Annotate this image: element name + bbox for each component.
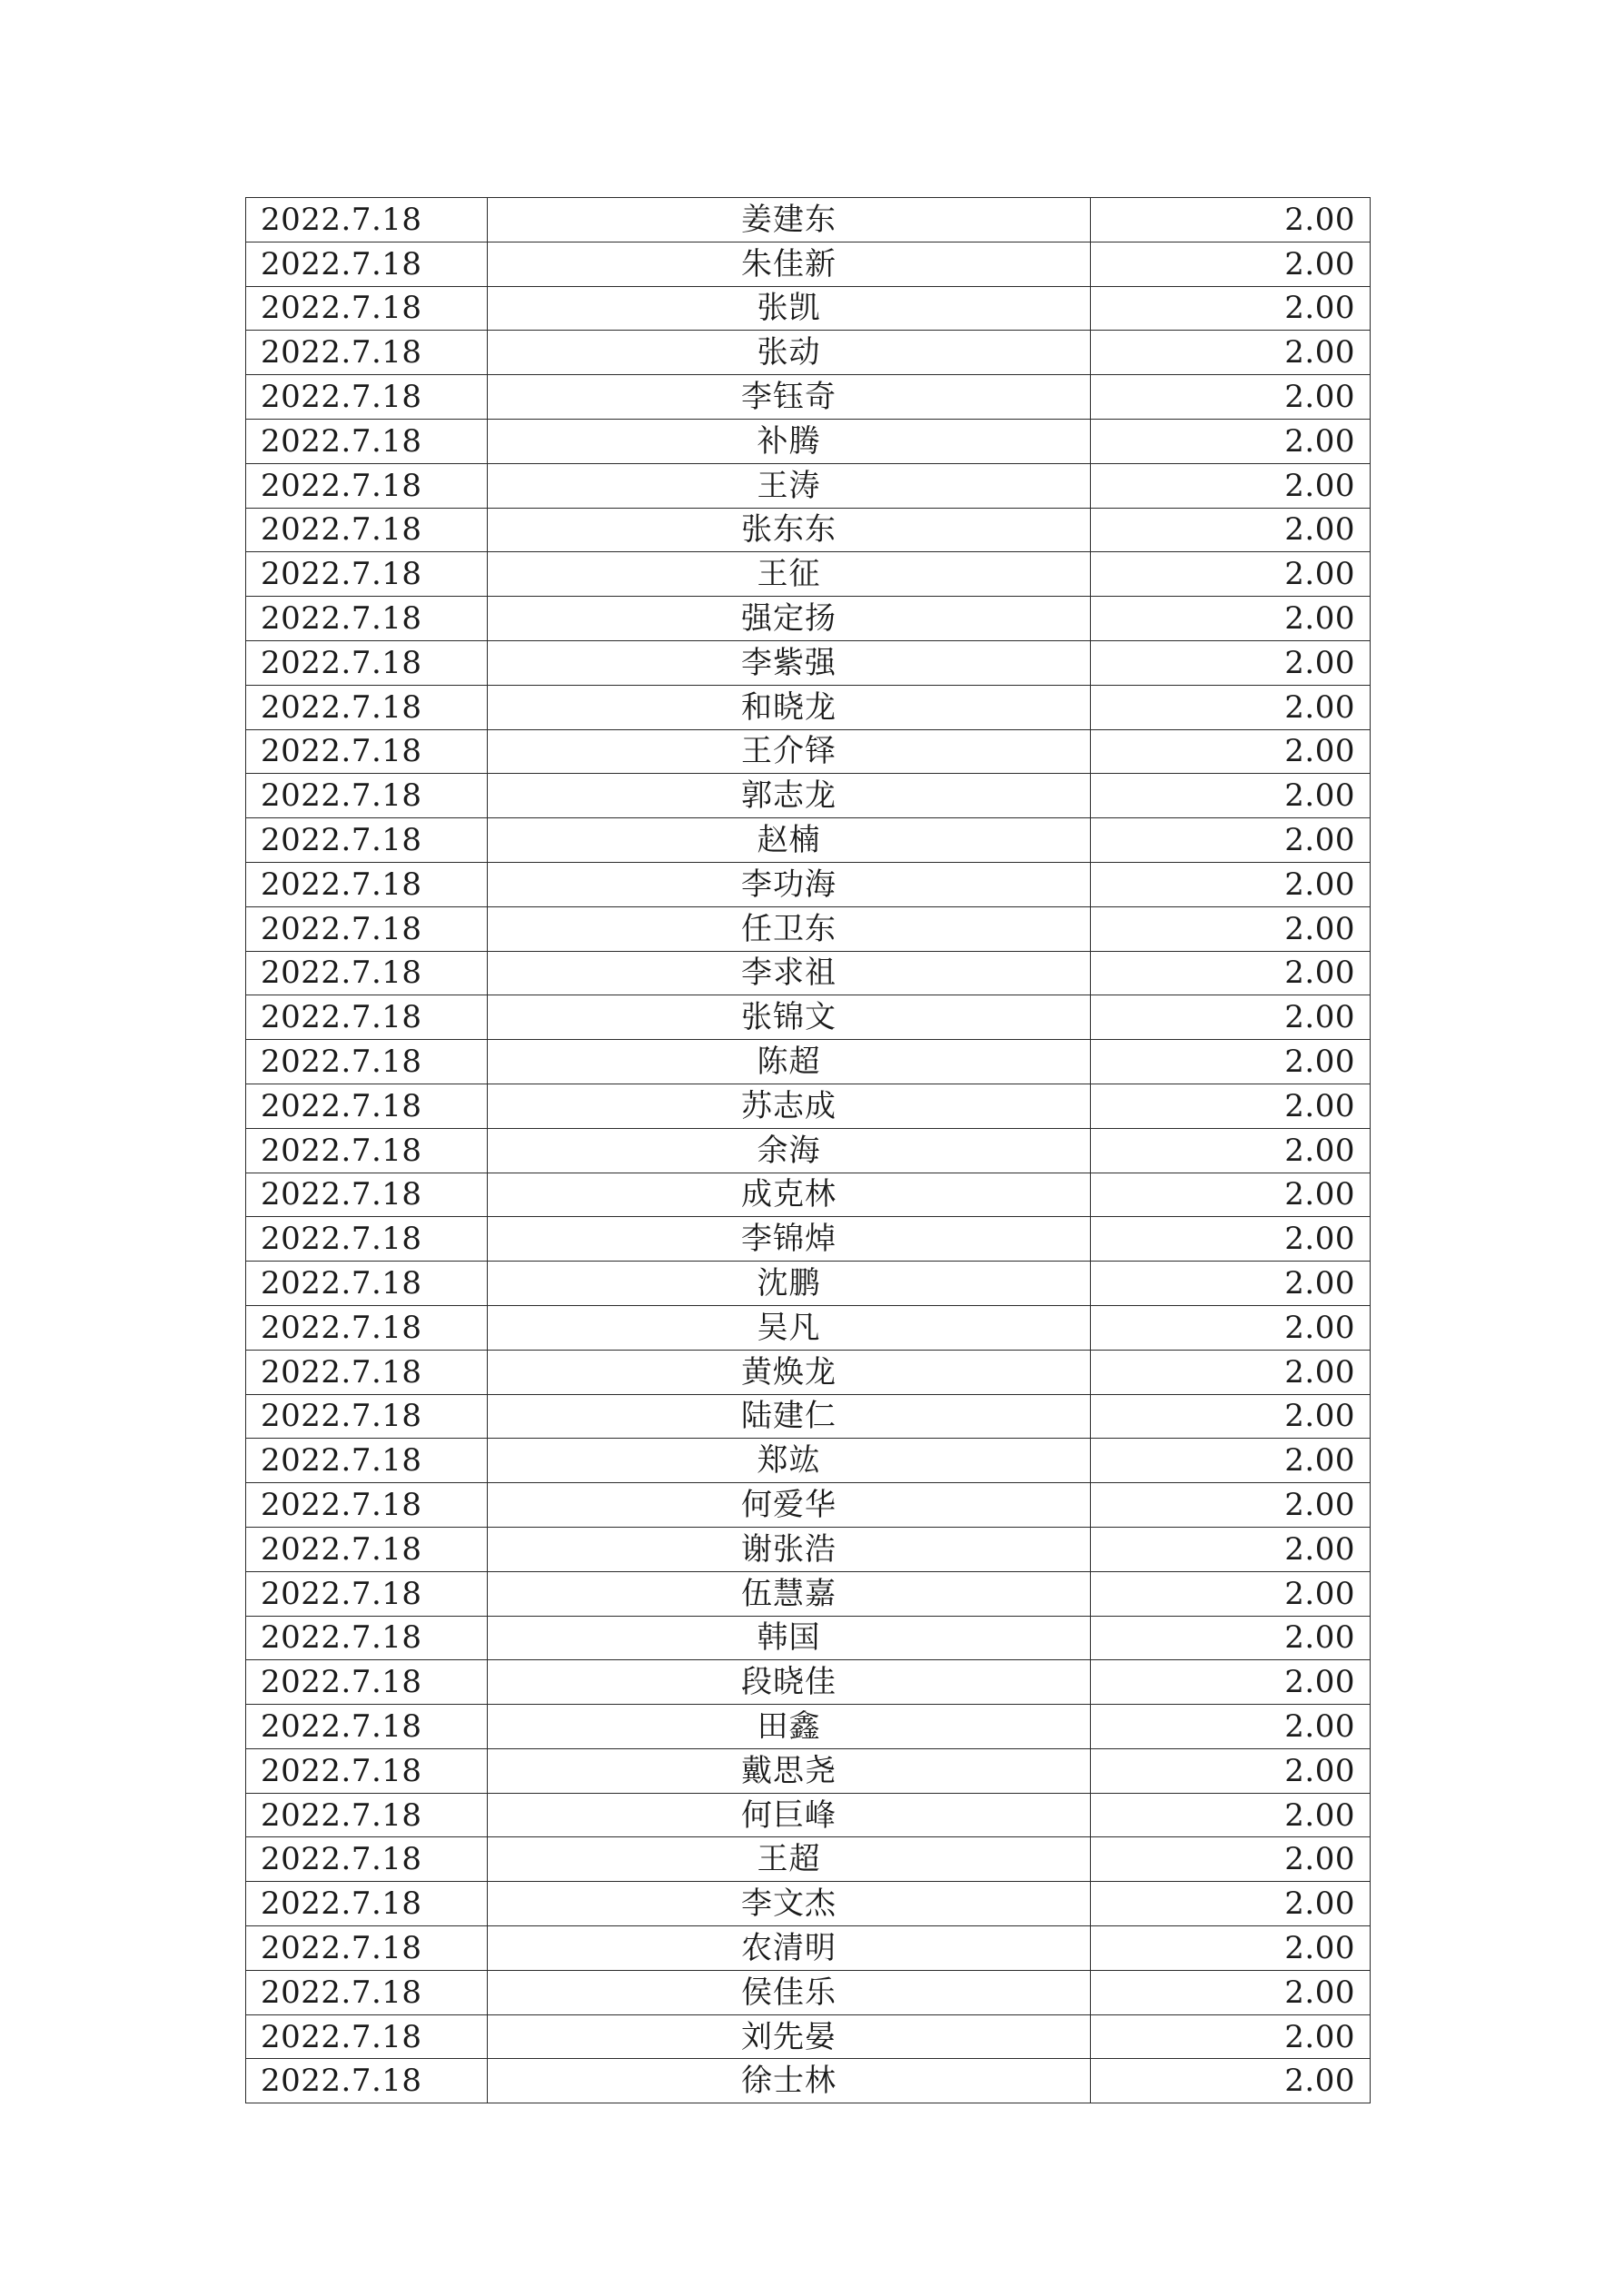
name-cell: 徐士林 bbox=[488, 2059, 1091, 2103]
date-cell: 2022.7.18 bbox=[246, 1305, 488, 1350]
amount-cell: 2.00 bbox=[1091, 1926, 1371, 1971]
amount-cell: 2.00 bbox=[1091, 685, 1371, 729]
name-cell: 陈超 bbox=[488, 1040, 1091, 1084]
amount-cell: 2.00 bbox=[1091, 552, 1371, 597]
name-cell: 赵楠 bbox=[488, 818, 1091, 863]
date-cell: 2022.7.18 bbox=[246, 1970, 488, 2014]
table-row bbox=[246, 198, 1371, 242]
date-cell: 2022.7.18 bbox=[246, 818, 488, 863]
amount-cell: 2.00 bbox=[1091, 1350, 1371, 1394]
amount-cell: 2.00 bbox=[1091, 1660, 1371, 1705]
amount-cell: 2.00 bbox=[1091, 463, 1371, 508]
date-cell: 2022.7.18 bbox=[246, 906, 488, 951]
amount-cell: 2.00 bbox=[1091, 508, 1371, 552]
table-row bbox=[246, 818, 1371, 863]
amount-cell: 2.00 bbox=[1091, 1882, 1371, 1926]
name-cell: 李功海 bbox=[488, 862, 1091, 906]
table-row bbox=[246, 1128, 1371, 1173]
date-cell: 2022.7.18 bbox=[246, 1926, 488, 1971]
date-cell: 2022.7.18 bbox=[246, 1748, 488, 1793]
name-cell: 戴思尧 bbox=[488, 1748, 1091, 1793]
table-row bbox=[246, 1173, 1371, 1217]
date-cell: 2022.7.18 bbox=[246, 1527, 488, 1571]
table-row bbox=[246, 1350, 1371, 1394]
name-cell: 余海 bbox=[488, 1128, 1091, 1173]
table-row bbox=[246, 508, 1371, 552]
amount-cell: 2.00 bbox=[1091, 951, 1371, 995]
date-cell: 2022.7.18 bbox=[246, 242, 488, 286]
date-cell: 2022.7.18 bbox=[246, 2014, 488, 2059]
amount-cell: 2.00 bbox=[1091, 1527, 1371, 1571]
table-row bbox=[246, 1262, 1371, 1306]
table-row bbox=[246, 1660, 1371, 1705]
name-cell: 段晓佳 bbox=[488, 1660, 1091, 1705]
amount-cell: 2.00 bbox=[1091, 597, 1371, 641]
amount-cell: 2.00 bbox=[1091, 1439, 1371, 1483]
amount-cell: 2.00 bbox=[1091, 375, 1371, 420]
amount-cell: 2.00 bbox=[1091, 1970, 1371, 2014]
date-cell: 2022.7.18 bbox=[246, 1128, 488, 1173]
table-row bbox=[246, 1571, 1371, 1616]
date-cell: 2022.7.18 bbox=[246, 995, 488, 1040]
name-cell: 张动 bbox=[488, 331, 1091, 375]
table-row bbox=[246, 375, 1371, 420]
amount-cell: 2.00 bbox=[1091, 1084, 1371, 1128]
name-cell: 沈鹏 bbox=[488, 1262, 1091, 1306]
table-row bbox=[246, 640, 1371, 685]
name-cell: 农清明 bbox=[488, 1926, 1091, 1971]
date-cell: 2022.7.18 bbox=[246, 1882, 488, 1926]
table-row bbox=[246, 242, 1371, 286]
amount-cell: 2.00 bbox=[1091, 286, 1371, 331]
table-row bbox=[246, 685, 1371, 729]
amount-cell: 2.00 bbox=[1091, 2059, 1371, 2103]
date-cell: 2022.7.18 bbox=[246, 1483, 488, 1528]
name-cell: 张凯 bbox=[488, 286, 1091, 331]
date-cell: 2022.7.18 bbox=[246, 597, 488, 641]
amount-cell: 2.00 bbox=[1091, 818, 1371, 863]
name-cell: 李求祖 bbox=[488, 951, 1091, 995]
date-cell: 2022.7.18 bbox=[246, 951, 488, 995]
name-cell: 李文杰 bbox=[488, 1882, 1091, 1926]
table-row bbox=[246, 463, 1371, 508]
name-cell: 王超 bbox=[488, 1837, 1091, 1882]
name-cell: 任卫东 bbox=[488, 906, 1091, 951]
table-row bbox=[246, 1040, 1371, 1084]
date-cell: 2022.7.18 bbox=[246, 1040, 488, 1084]
table-row bbox=[246, 729, 1371, 774]
date-cell: 2022.7.18 bbox=[246, 2059, 488, 2103]
date-cell: 2022.7.18 bbox=[246, 1217, 488, 1262]
amount-cell: 2.00 bbox=[1091, 862, 1371, 906]
date-cell: 2022.7.18 bbox=[246, 286, 488, 331]
table-row bbox=[246, 2059, 1371, 2103]
name-cell: 和晓龙 bbox=[488, 685, 1091, 729]
date-cell: 2022.7.18 bbox=[246, 331, 488, 375]
table-row bbox=[246, 552, 1371, 597]
name-cell: 王涛 bbox=[488, 463, 1091, 508]
amount-cell: 2.00 bbox=[1091, 1040, 1371, 1084]
table-row bbox=[246, 1527, 1371, 1571]
amount-cell: 2.00 bbox=[1091, 1394, 1371, 1439]
amount-cell: 2.00 bbox=[1091, 1262, 1371, 1306]
name-cell: 李紫强 bbox=[488, 640, 1091, 685]
name-cell: 何巨峰 bbox=[488, 1793, 1091, 1837]
amount-cell: 2.00 bbox=[1091, 1837, 1371, 1882]
date-cell: 2022.7.18 bbox=[246, 198, 488, 242]
amount-cell: 2.00 bbox=[1091, 1793, 1371, 1837]
name-cell: 王介铎 bbox=[488, 729, 1091, 774]
name-cell: 郭志龙 bbox=[488, 774, 1091, 818]
table-row bbox=[246, 1926, 1371, 1971]
name-cell: 吴凡 bbox=[488, 1305, 1091, 1350]
date-cell: 2022.7.18 bbox=[246, 1571, 488, 1616]
name-cell: 谢张浩 bbox=[488, 1527, 1091, 1571]
amount-cell: 2.00 bbox=[1091, 1616, 1371, 1660]
name-cell: 韩国 bbox=[488, 1616, 1091, 1660]
table-row bbox=[246, 1748, 1371, 1793]
amount-cell: 2.00 bbox=[1091, 242, 1371, 286]
amount-cell: 2.00 bbox=[1091, 1705, 1371, 1749]
amount-cell: 2.00 bbox=[1091, 1173, 1371, 1217]
date-cell: 2022.7.18 bbox=[246, 1394, 488, 1439]
name-cell: 补腾 bbox=[488, 419, 1091, 463]
table-row bbox=[246, 419, 1371, 463]
date-cell: 2022.7.18 bbox=[246, 1084, 488, 1128]
table-row bbox=[246, 1837, 1371, 1882]
date-cell: 2022.7.18 bbox=[246, 1616, 488, 1660]
amount-cell: 2.00 bbox=[1091, 774, 1371, 818]
name-cell: 田鑫 bbox=[488, 1705, 1091, 1749]
table-row bbox=[246, 2014, 1371, 2059]
amount-cell: 2.00 bbox=[1091, 1217, 1371, 1262]
table-row bbox=[246, 1882, 1371, 1926]
name-cell: 朱佳新 bbox=[488, 242, 1091, 286]
amount-cell: 2.00 bbox=[1091, 640, 1371, 685]
table-row bbox=[246, 1084, 1371, 1128]
name-cell: 姜建东 bbox=[488, 198, 1091, 242]
date-cell: 2022.7.18 bbox=[246, 552, 488, 597]
date-cell: 2022.7.18 bbox=[246, 1660, 488, 1705]
amount-cell: 2.00 bbox=[1091, 729, 1371, 774]
table-row bbox=[246, 597, 1371, 641]
date-cell: 2022.7.18 bbox=[246, 1350, 488, 1394]
date-cell: 2022.7.18 bbox=[246, 1262, 488, 1306]
table-row bbox=[246, 1217, 1371, 1262]
date-cell: 2022.7.18 bbox=[246, 1439, 488, 1483]
name-cell: 李钰奇 bbox=[488, 375, 1091, 420]
amount-cell: 2.00 bbox=[1091, 995, 1371, 1040]
table-row bbox=[246, 995, 1371, 1040]
table-row bbox=[246, 1439, 1371, 1483]
date-cell: 2022.7.18 bbox=[246, 463, 488, 508]
name-cell: 张东东 bbox=[488, 508, 1091, 552]
name-cell: 王征 bbox=[488, 552, 1091, 597]
date-cell: 2022.7.18 bbox=[246, 1793, 488, 1837]
amount-cell: 2.00 bbox=[1091, 1483, 1371, 1528]
name-cell: 何爱华 bbox=[488, 1483, 1091, 1528]
name-cell: 成克林 bbox=[488, 1173, 1091, 1217]
amount-cell: 2.00 bbox=[1091, 1748, 1371, 1793]
name-cell: 刘先晏 bbox=[488, 2014, 1091, 2059]
table-row bbox=[246, 951, 1371, 995]
amount-cell: 2.00 bbox=[1091, 331, 1371, 375]
name-cell: 郑竑 bbox=[488, 1439, 1091, 1483]
table-row bbox=[246, 286, 1371, 331]
table-row bbox=[246, 1616, 1371, 1660]
date-cell: 2022.7.18 bbox=[246, 862, 488, 906]
name-cell: 强定扬 bbox=[488, 597, 1091, 641]
table-row bbox=[246, 1970, 1371, 2014]
amount-cell: 2.00 bbox=[1091, 1128, 1371, 1173]
name-cell: 伍慧嘉 bbox=[488, 1571, 1091, 1616]
name-cell: 李锦焯 bbox=[488, 1217, 1091, 1262]
table-row bbox=[246, 331, 1371, 375]
date-cell: 2022.7.18 bbox=[246, 774, 488, 818]
date-cell: 2022.7.18 bbox=[246, 375, 488, 420]
donation-table bbox=[245, 197, 1371, 2103]
table-row bbox=[246, 1483, 1371, 1528]
date-cell: 2022.7.18 bbox=[246, 729, 488, 774]
date-cell: 2022.7.18 bbox=[246, 685, 488, 729]
table-row bbox=[246, 906, 1371, 951]
name-cell: 苏志成 bbox=[488, 1084, 1091, 1128]
amount-cell: 2.00 bbox=[1091, 419, 1371, 463]
table-row bbox=[246, 1305, 1371, 1350]
amount-cell: 2.00 bbox=[1091, 1571, 1371, 1616]
table-row bbox=[246, 774, 1371, 818]
date-cell: 2022.7.18 bbox=[246, 640, 488, 685]
date-cell: 2022.7.18 bbox=[246, 508, 488, 552]
donation-table-body bbox=[246, 198, 1371, 2103]
table-row bbox=[246, 862, 1371, 906]
name-cell: 黄焕龙 bbox=[488, 1350, 1091, 1394]
name-cell: 张锦文 bbox=[488, 995, 1091, 1040]
table-row bbox=[246, 1793, 1371, 1837]
table-row bbox=[246, 1394, 1371, 1439]
table-row bbox=[246, 1705, 1371, 1749]
amount-cell: 2.00 bbox=[1091, 906, 1371, 951]
date-cell: 2022.7.18 bbox=[246, 1173, 488, 1217]
name-cell: 陆建仁 bbox=[488, 1394, 1091, 1439]
amount-cell: 2.00 bbox=[1091, 2014, 1371, 2059]
name-cell: 侯佳乐 bbox=[488, 1970, 1091, 2014]
amount-cell: 2.00 bbox=[1091, 1305, 1371, 1350]
amount-cell: 2.00 bbox=[1091, 198, 1371, 242]
date-cell: 2022.7.18 bbox=[246, 1705, 488, 1749]
date-cell: 2022.7.18 bbox=[246, 1837, 488, 1882]
date-cell: 2022.7.18 bbox=[246, 419, 488, 463]
